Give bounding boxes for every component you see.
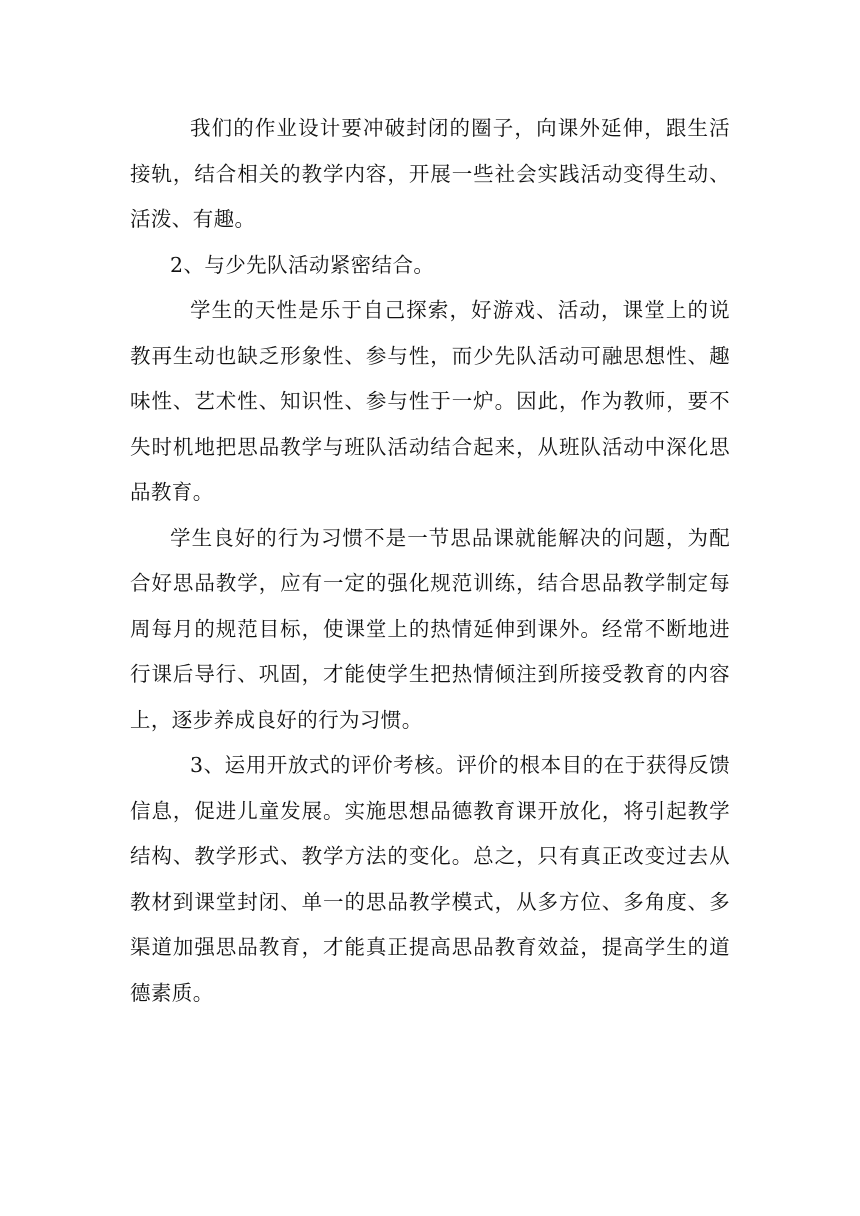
- paragraph-open-evaluation: 3、运用开放式的评价考核。评价的根本目的在于获得反馈信息，促进儿童发展。实施思想品德教育课开放化，将引起教学结构、教学形式、教学方法的变化。总之，只有真正改变过去从教材到课堂封闭、单一的思品教学模式，从多方位、多角度、多渠道加强思品教育，才能真正提高思品教育效益，提高学生的道德素质。: [130, 753, 730, 1005]
- document-body: [130, 106, 730, 1016]
- paragraph-student-nature: 学生的天性是乐于自己探索，好游戏、活动，课堂上的说教再生动也缺乏形象性、参与性，而少先队活动可融思想性、趣味性、艺术性、知识性、参与性于一炉。因此，作为教师，要不失时机地把思品教学与班队活动结合起来，从班队活动中深化思品教育。: [130, 298, 730, 504]
- paragraph-behavior-habits: 学生良好的行为习惯不是一节思品课就能解决的问题，为配合好思品教学，应有一定的强化规范训练，结合思品教学制定每周每月的规范目标，使课堂上的热情延伸到课外。经常不断地进行课后导行、巩固，才能使学生把热情倾注到所接受教育的内容上，逐步养成良好的行为习惯。: [130, 525, 730, 732]
- section-heading-young-pioneers: 2、与少先队活动紧密结合。: [170, 252, 435, 277]
- paragraph-homework-design: 我们的作业设计要冲破封闭的圈子，向课外延伸，跟生活接轨，结合相关的教学内容，开展一些社会实践活动变得生动、活泼、有趣。: [130, 116, 730, 231]
